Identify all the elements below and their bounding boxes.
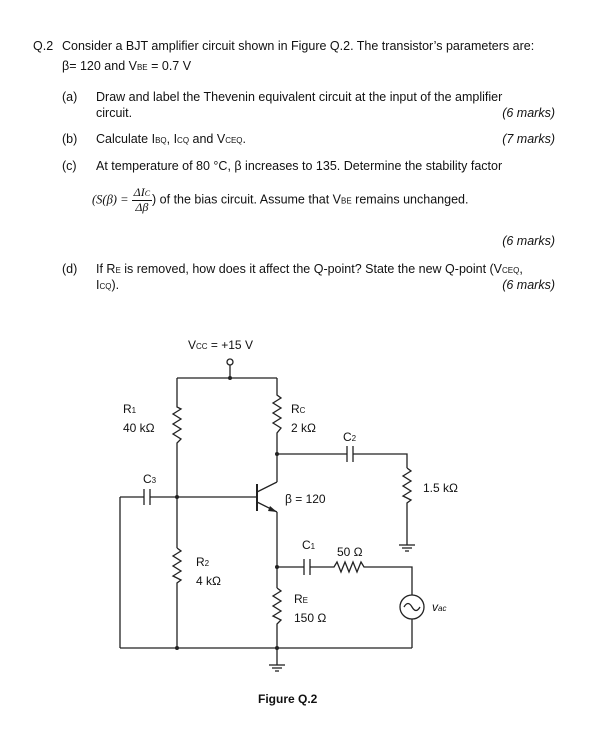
text: CQ [177,136,190,145]
rc-resistor [273,378,281,482]
source-label: vac [432,600,447,614]
r1-resistor [173,378,181,548]
text: CEQ [502,266,520,275]
text: BE [136,63,148,72]
part-c-marks: (6 marks) [502,234,555,248]
vcc-label: VCC = +15 V [188,338,253,352]
text: C [144,189,151,198]
part-d-marks: (6 marks) [502,278,555,292]
rc-value: 2 kΩ [291,421,316,435]
text: If R [96,262,116,276]
beta-label: β = 120 [285,492,326,506]
text: Δβ [135,200,149,214]
text: BQ [155,136,167,145]
text: and V [189,132,226,146]
part-c-label: (c) [62,159,77,173]
re-resistor [273,588,281,665]
text: remains unchanged. [351,192,469,207]
part-a-marks: (6 marks) [502,106,555,120]
part-a-text2: circuit. [96,106,133,120]
part-c-text: At temperature of 80 °C, β increases to 135. Determine the stability factor [96,159,503,173]
part-a-text: Draw and label the Thevenin equivalent circuit at the input of the amplifier [96,90,503,104]
c2-label: C2 [343,430,357,444]
text: ) of the bias circuit. Assume that V [152,192,342,207]
text: , I [166,132,178,146]
source-resistor [310,562,412,595]
vcc-terminal [227,359,233,365]
r2-value: 4 kΩ [196,574,221,588]
text: , [519,262,523,276]
rc-label: RC [291,402,306,416]
r1-label: R1 [123,402,137,416]
text: BE [341,196,352,206]
text: CQ [99,282,112,291]
source-resistor-value: 50 Ω [337,545,363,559]
text: is removed, how does it affect the Q-point? State the new Q-point (V [120,262,503,276]
part-d-label: (d) [62,262,78,276]
text: ΔI [133,185,145,199]
text: I [96,278,100,292]
c3-label: C3 [143,472,157,486]
c1-label: C1 [302,538,316,552]
part-b-label: (b) [62,132,78,146]
text: CEQ [225,136,243,145]
figure-caption: Figure Q.2 [258,692,318,706]
load-resistor [403,468,411,545]
r2-resistor [173,548,181,648]
load-resistor-value: 1.5 kΩ [423,481,458,495]
part-a-label: (a) [62,90,78,104]
re-value: 150 Ω [294,611,327,625]
question-number: Q.2 [33,39,54,53]
re-label: RE [294,592,309,606]
text: . [242,132,247,146]
r1-value: 40 kΩ [123,421,155,435]
text: E [115,266,121,275]
text: ). [111,278,120,292]
text: = 0.7 V [147,59,192,73]
part-b-marks: (7 marks) [502,132,555,146]
r2-label: R2 [196,555,210,569]
question-intro: Consider a BJT amplifier circuit shown in Figure Q.2. The transistor’s parameters are: [62,39,535,53]
stability-formula-lhs: (S(β) = [92,192,132,207]
text: Calculate I [96,132,156,146]
text: β= 120 and V [62,59,137,73]
